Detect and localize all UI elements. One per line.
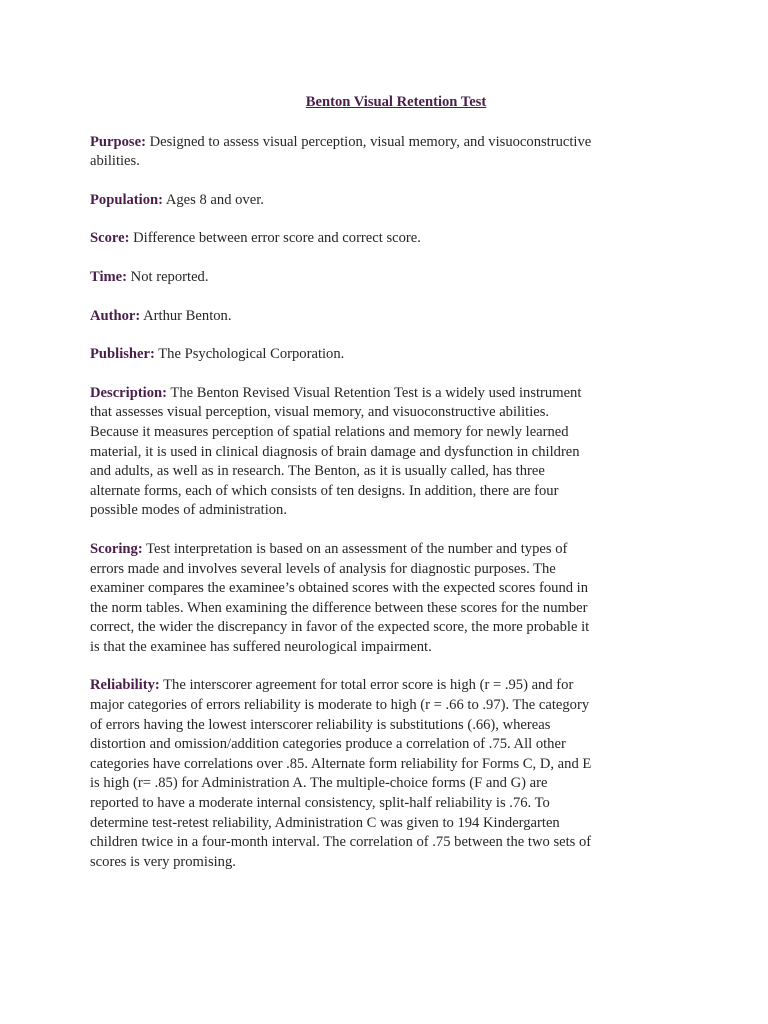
section-publisher	[90, 345, 702, 365]
section-text: of errors having the lowest interscorer reliability is substitutions (.66), whereas	[90, 716, 551, 733]
text-line	[90, 307, 702, 327]
section-label: Score:	[90, 230, 130, 247]
section-text: material, it is used in clinical diagnosis of brain damage and dysfunction in children	[90, 443, 580, 460]
document-body	[90, 133, 702, 873]
section-text: Difference between error score and correct score.	[129, 230, 421, 247]
section-description	[90, 384, 702, 521]
section-text: major categories of errors reliability is moderate to high (r = .66 to .97). The category	[90, 697, 590, 714]
document-page	[90, 93, 702, 891]
section-text: Arthur Benton.	[140, 307, 232, 324]
section-text: Test interpretation is based on an assessment of the number and types of	[142, 540, 568, 557]
document-title: Benton Visual Retention Test	[305, 94, 487, 110]
text-line	[90, 191, 702, 211]
text-line	[90, 482, 702, 502]
text-line	[90, 638, 702, 658]
text-line	[90, 599, 702, 619]
text-line	[90, 560, 702, 580]
text-line	[90, 794, 702, 814]
section-text: and adults, as well as in research. The Benton, as it is usually called, has three	[90, 463, 545, 480]
section-label: Purpose:	[90, 133, 146, 150]
section-text: scores is very promising.	[90, 853, 236, 870]
text-line	[90, 152, 702, 172]
text-line	[90, 716, 702, 736]
section-text: The Benton Revised Visual Retention Test is a widely used instrument	[167, 384, 582, 401]
section-label: Scoring:	[90, 540, 143, 557]
text-line	[90, 345, 702, 365]
text-line	[90, 268, 702, 288]
text-line	[90, 735, 702, 755]
text-line	[90, 133, 702, 153]
text-line	[90, 423, 702, 443]
section-label: Author:	[90, 307, 141, 324]
section-time	[90, 268, 702, 288]
section-score	[90, 229, 702, 249]
section-label: Description:	[90, 384, 168, 401]
section-text: Ages 8 and over.	[162, 191, 264, 208]
section-text: Not reported.	[127, 268, 209, 285]
text-line	[90, 540, 702, 560]
section-text: possible modes of administration.	[90, 502, 287, 519]
section-text: children twice in a four-month interval. The correlation of .75 between the two sets of	[90, 834, 592, 851]
section-label: Reliability:	[90, 677, 160, 694]
section-text: The interscorer agreement for total error score is high (r = .95) and for	[159, 677, 574, 694]
text-line	[90, 814, 702, 834]
text-line	[90, 618, 702, 638]
section-text: correct, the wider the discrepancy in favor of the expected score, the more probable it	[90, 619, 590, 636]
section-text: examiner compares the examinee’s obtained scores with the expected scores found in	[90, 580, 589, 597]
section-text: is that the examinee has suffered neurological impairment.	[90, 638, 432, 655]
section-author	[90, 307, 702, 327]
section-text: distortion and omission/addition categories produce a correlation of .75. All other	[90, 736, 566, 753]
text-line	[90, 403, 702, 423]
section-text: categories have correlations over .85. Alternate form reliability for Forms C, D, and E	[90, 755, 592, 772]
text-line	[90, 755, 702, 775]
section-text: errors made and involves several levels of analysis for diagnostic purposes. The	[90, 560, 556, 577]
text-line	[90, 384, 702, 404]
text-line	[90, 443, 702, 463]
section-purpose	[90, 133, 702, 172]
section-text: that assesses visual perception, visual memory, and visuoconstructive abilities.	[90, 404, 550, 421]
section-text: reported to have a moderate internal consistency, split-half reliability is .76. To	[90, 795, 550, 812]
section-reliability	[90, 676, 702, 872]
section-label: Time:	[90, 268, 128, 285]
section-text: determine test-retest reliability, Administration C was given to 194 Kindergarten	[90, 814, 560, 831]
text-line	[90, 696, 702, 716]
section-text: Designed to assess visual perception, visual memory, and visuoconstructive	[145, 133, 592, 150]
text-line	[90, 833, 702, 853]
text-line	[90, 462, 702, 482]
section-text: the norm tables. When examining the difference between these scores for the number	[90, 599, 588, 616]
section-text: The Psychological Corporation.	[154, 346, 345, 363]
section-text: alternate forms, each of which consists of ten designs. In addition, there are four	[90, 482, 559, 499]
section-label: Population:	[90, 191, 163, 208]
section-scoring	[90, 540, 702, 658]
section-text: abilities.	[90, 153, 140, 170]
text-line	[90, 774, 702, 794]
text-line	[90, 229, 702, 249]
section-text: Because it measures perception of spatial relations and memory for newly learned	[90, 423, 569, 440]
section-label: Publisher:	[90, 346, 155, 363]
text-line	[90, 676, 702, 696]
text-line	[90, 579, 702, 599]
section-text: is high (r= .85) for Administration A. The multiple-choice forms (F and G) are	[90, 775, 548, 792]
text-line	[90, 501, 702, 521]
text-line	[90, 853, 702, 873]
section-population	[90, 191, 702, 211]
